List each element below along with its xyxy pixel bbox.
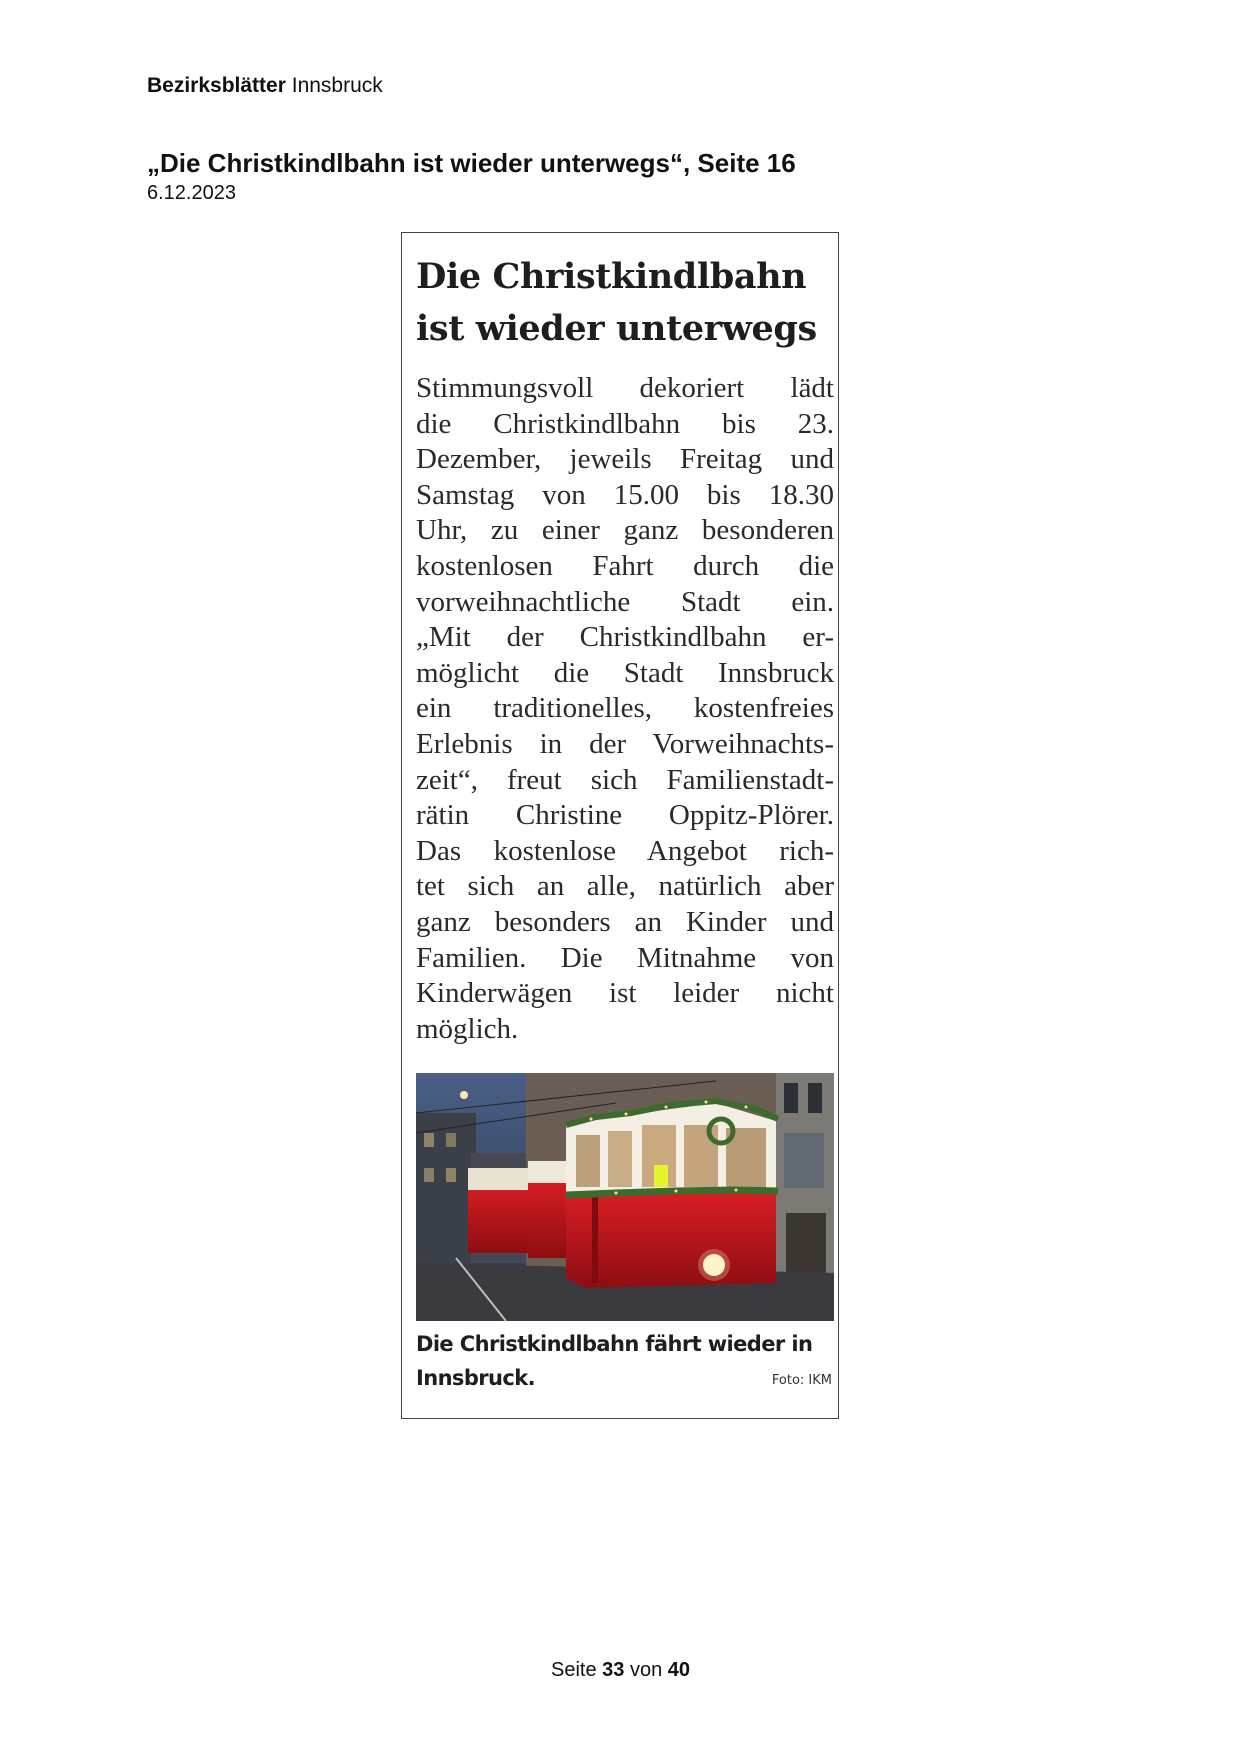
body-line: Kinderwägen ist leider nicht bbox=[416, 977, 834, 1010]
body-line: Das kostenlose Angebot rich- bbox=[416, 834, 834, 867]
headline-line-1: Die Christkindlbahn bbox=[416, 256, 807, 297]
page-footer bbox=[0, 1659, 1241, 1682]
body-line: Stimmungsvoll dekoriert lädt bbox=[416, 372, 834, 404]
body-line: ganz besonders an Kinder und bbox=[416, 905, 834, 938]
body-line: rätin Christine Oppitz-Plörer. bbox=[416, 799, 834, 832]
body-line: Dezember, jeweils Freitag und bbox=[416, 443, 834, 476]
body-line: ein traditionelles, kostenfreies bbox=[416, 692, 834, 725]
publication-name-bold: Bezirksblätter bbox=[147, 74, 286, 97]
footer-prefix: Seite bbox=[550, 1659, 597, 1681]
publication-name-rest: Innsbruck bbox=[291, 74, 383, 97]
photo-credit: Foto: IKM bbox=[771, 1373, 832, 1388]
body-line: kostenlosen Fahrt durch die bbox=[416, 549, 834, 582]
body-line: vorweihnachtliche Stadt ein. bbox=[416, 585, 834, 618]
footer-total-pages: 40 bbox=[667, 1659, 691, 1681]
tram-photo-illustration bbox=[416, 1073, 834, 1321]
body-line: möglich. bbox=[416, 1012, 519, 1045]
body-line: „Mit der Christkindlbahn er- bbox=[416, 621, 834, 654]
article-reference-title: „Die Christkindlbahn ist wieder unterwegs“, Seite 16 bbox=[147, 148, 796, 178]
body-line: möglicht die Stadt Innsbruck bbox=[416, 656, 834, 689]
tram-photo bbox=[416, 1073, 834, 1321]
body-line: zeit“, freut sich Familienstadt- bbox=[416, 763, 834, 796]
body-line: Samstag von 15.00 bis 18.30 bbox=[416, 478, 834, 511]
body-line: tet sich an alle, natürlich aber bbox=[416, 870, 834, 903]
headline-line-2: ist wieder unterwegs bbox=[416, 308, 817, 349]
publication-name bbox=[147, 74, 383, 98]
clipping-headline bbox=[416, 251, 836, 355]
body-line: Familien. Die Mitnahme von bbox=[416, 941, 834, 974]
body-line: die Christkindlbahn bis 23. bbox=[416, 407, 834, 440]
body-line: Erlebnis in der Vorweihnachts- bbox=[416, 727, 834, 760]
footer-page-number: 33 bbox=[602, 1659, 625, 1681]
footer-middle: von bbox=[629, 1659, 663, 1681]
body-line: Uhr, zu einer ganz besonderen bbox=[416, 514, 834, 547]
clipping-body-text bbox=[416, 371, 834, 1047]
newspaper-clipping bbox=[401, 232, 839, 1419]
article-date: 6.12.2023 bbox=[147, 182, 236, 204]
caption-line-1: Die Christkindlbahn fährt wieder in bbox=[416, 1332, 813, 1356]
caption-line-2: Innsbruck. bbox=[416, 1366, 535, 1390]
